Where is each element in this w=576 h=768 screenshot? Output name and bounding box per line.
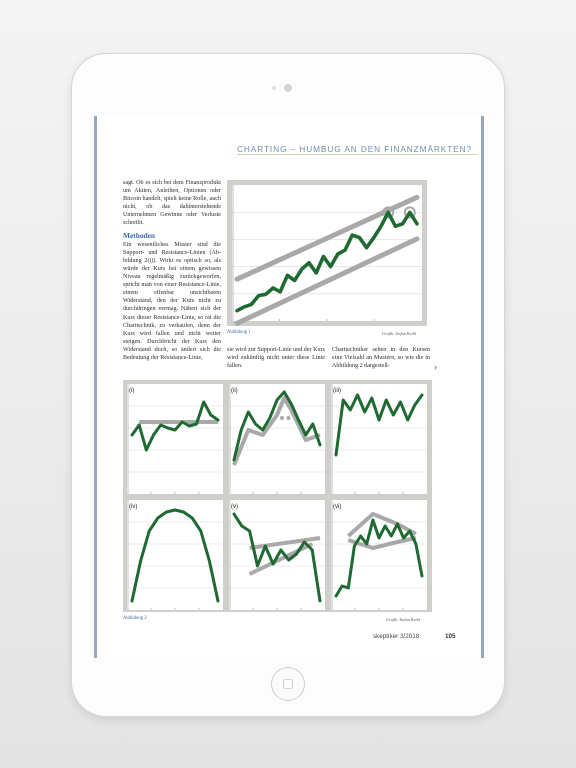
data-point <box>364 411 366 413</box>
panel-label: (vi) <box>333 504 342 510</box>
data-point <box>160 424 162 426</box>
page-edge-bar-left <box>94 116 97 658</box>
data-point <box>414 404 416 406</box>
data-point <box>421 575 423 577</box>
page-edge-bar-right <box>481 116 484 658</box>
data-point <box>264 545 266 547</box>
data-point <box>415 543 417 545</box>
data-point <box>342 399 344 401</box>
panel-label: (iv) <box>129 504 138 510</box>
data-point <box>236 310 238 312</box>
header-rule <box>237 154 477 155</box>
panel-label: (ii) <box>231 388 238 394</box>
data-point <box>403 537 405 539</box>
chart-plot-area <box>331 384 427 494</box>
data-point <box>280 549 282 551</box>
data-point <box>174 509 176 511</box>
data-point <box>395 225 397 227</box>
figure-1-svg <box>227 180 427 326</box>
data-point <box>341 585 343 587</box>
data-point <box>167 427 169 429</box>
section-title: Methoden <box>123 230 156 240</box>
data-point <box>272 563 274 565</box>
data-point <box>378 419 380 421</box>
data-point <box>276 399 278 401</box>
data-point <box>203 401 205 403</box>
data-point <box>323 256 325 258</box>
data-point <box>357 394 359 396</box>
data-point <box>183 511 185 513</box>
intro-paragraph: sagt. Ob es sich bei dem Finanzprodukt um Aktien, Anleihen, Optionen oder Bitcoin handelt, spielt keine Rolle, auch nicht, ob das dahinterstehende Unternehmen Gewinne oder Verluste schreibt. <box>123 180 221 227</box>
data-point <box>181 421 183 423</box>
data-point <box>311 549 313 551</box>
data-point <box>384 525 386 527</box>
data-point <box>157 517 159 519</box>
data-point <box>210 414 212 416</box>
data-point <box>265 293 267 295</box>
data-point <box>378 537 380 539</box>
data-point <box>315 272 317 274</box>
data-point <box>272 287 274 289</box>
data-point <box>303 541 305 543</box>
data-point <box>217 419 219 421</box>
data-point <box>366 247 368 249</box>
data-point <box>387 212 389 214</box>
data-point <box>351 234 353 236</box>
data-point <box>319 444 321 446</box>
data-point <box>233 513 235 515</box>
data-point <box>359 237 361 239</box>
data-point <box>257 565 259 567</box>
data-point <box>145 449 147 451</box>
data-point <box>360 535 362 537</box>
data-point <box>312 423 314 425</box>
article-column-3: Charttechniker sehen in den Kursen eine Vielzahl an Mustern, so wie die in Abbildung 2 dargestell- <box>332 347 430 370</box>
data-point <box>330 266 332 268</box>
data-point <box>241 525 243 527</box>
figure-2-chart-grid <box>123 380 432 612</box>
data-point <box>409 530 411 532</box>
footer-page-number: 105 <box>445 633 456 640</box>
data-point <box>251 304 253 306</box>
data-point <box>217 600 219 602</box>
figure-1-caption: Abbildung 1 <box>227 330 251 335</box>
panel-label: (iii) <box>333 388 341 394</box>
article-column-2: sie wird zur Support-Linie und der Kurs wird zukünftig nicht unter diese Linie fallen. <box>227 347 325 370</box>
article-column-1 <box>123 179 221 362</box>
data-point <box>392 414 394 416</box>
data-point <box>347 587 349 589</box>
body-paragraph: Ein wesentliches Muster sind die Support- und Resistance-Linien (Abbildung 2(i)). Wirkt es optisch so, als würde der Kurs bei einem gewissen Niveau regelmäßig zurückgeworfen, spricht man von einer Resistance-Linie, einem offenbar unsichtbaren Widerstand, den der Kurs nicht zu durchdringen vermag. Nähert sich der Kurs dieser Resistance-Linie, so rät die Charttechnik, zu verkaufen, denn der Kurs wird fallen und nicht weiter steigen. Durchbricht der Kurs den Widerstand doch, so ändert sich die Bedeutung der Resistance-Linie, <box>123 241 221 361</box>
data-point <box>148 530 150 532</box>
data-point <box>296 553 298 555</box>
figure-2-credit: Grafik: Stefan Kerkl <box>386 617 421 622</box>
panel-label: (v) <box>231 504 238 510</box>
data-point <box>371 397 373 399</box>
data-point <box>196 423 198 425</box>
data-point <box>354 545 356 547</box>
data-point <box>262 429 264 431</box>
data-point <box>397 523 399 525</box>
data-point <box>174 429 176 431</box>
data-point <box>319 600 321 602</box>
data-point <box>402 223 404 225</box>
chevron-right-icon[interactable]: › <box>434 362 437 372</box>
data-point <box>240 429 242 431</box>
data-point <box>247 411 249 413</box>
data-point <box>290 403 292 405</box>
data-point <box>200 530 202 532</box>
page-screen[interactable] <box>94 116 484 658</box>
data-point <box>255 423 257 425</box>
data-point <box>153 434 155 436</box>
data-point <box>409 212 411 214</box>
data-point <box>366 543 368 545</box>
data-point <box>188 425 190 427</box>
data-point <box>385 399 387 401</box>
data-point <box>288 559 290 561</box>
chart-plot-area <box>127 384 223 494</box>
front-camera-icon <box>284 84 292 92</box>
footer-magazine: skeptiker 3/2018 <box>373 633 420 640</box>
data-point <box>349 409 351 411</box>
data-point <box>269 417 271 419</box>
panel-label: (i) <box>129 388 135 394</box>
figure-2-svg <box>123 380 432 612</box>
data-point <box>294 280 296 282</box>
data-point <box>400 401 402 403</box>
data-point <box>131 434 133 436</box>
data-point <box>373 237 375 239</box>
data-point <box>140 560 142 562</box>
data-point <box>249 530 251 532</box>
data-point <box>258 295 260 297</box>
data-point <box>308 262 310 264</box>
running-head: CHARTING – HUMBUG AN DEN FINANZMÄRKTEN? <box>237 144 473 154</box>
data-point <box>380 225 382 227</box>
data-point <box>279 291 281 293</box>
proximity-sensor <box>272 86 276 90</box>
data-point <box>191 517 193 519</box>
data-point <box>301 268 303 270</box>
figure-1-credit: Grafik: Stefan Kerkl <box>382 331 417 336</box>
home-button-icon[interactable] <box>271 667 305 701</box>
data-point <box>233 459 235 461</box>
data-point <box>131 600 133 602</box>
marker-dot <box>286 416 290 420</box>
data-point <box>390 535 392 537</box>
data-point <box>407 419 409 421</box>
data-point <box>421 394 423 396</box>
marker-dot <box>280 416 284 420</box>
data-point <box>283 391 285 393</box>
data-point <box>209 560 211 562</box>
data-point <box>138 424 140 426</box>
figure-2-caption: Abbildung 2 <box>123 616 147 621</box>
data-point <box>166 511 168 513</box>
data-point <box>372 519 374 521</box>
data-point <box>335 595 337 597</box>
data-point <box>287 275 289 277</box>
data-point <box>416 223 418 225</box>
data-point <box>243 306 245 308</box>
data-point <box>335 454 337 456</box>
figure-1-chart <box>227 180 427 326</box>
data-point <box>305 434 307 436</box>
data-point <box>344 249 346 251</box>
data-point <box>337 253 339 255</box>
data-point <box>298 419 300 421</box>
